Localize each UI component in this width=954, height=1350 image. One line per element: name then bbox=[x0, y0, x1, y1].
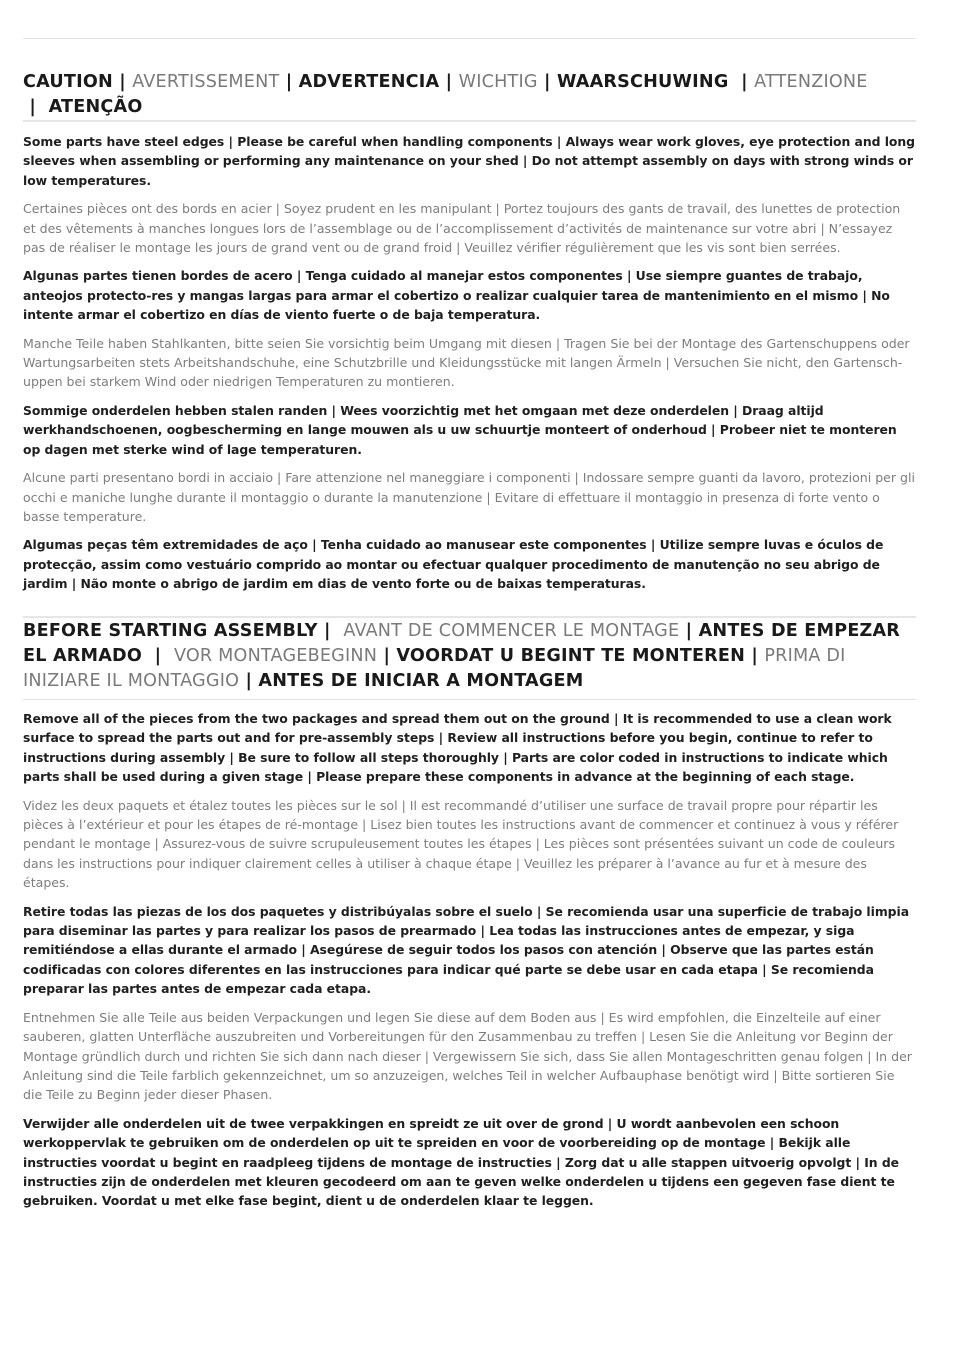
before-heading-sep: | bbox=[377, 646, 397, 666]
before-heading-6: VOR MONTAGEBEGINN bbox=[173, 646, 378, 666]
caution-heading-8: WAARSCHUWING bbox=[556, 72, 729, 92]
caution-paragraph-pt: Algumas peças têm extremidades de aço | Tenha cuidado ao manusear este componentes | Utilize sempre luvas e óculos de protecção, assim como vestuário comprido ao montar ou efectuar qualquer procedimento de manutenção no seu abrigo de jardim | Não monte o abrigo de jardim em dias de vento forte ou de baixas temperaturas. bbox=[23, 537, 884, 592]
caution-paragraph-nl: Sommige onderdelen hebben stalen randen | Wees voorzichtig met het omgaan met deze onderdelen | Draag altijd werkhandschoenen, oogbescherming en lange mouwen als u uw schuurtje monteert of onderhoud | Probeer niet te monteren op dagen met sterke wind of lage temperaturen. bbox=[23, 402, 897, 457]
caution-paragraph-fr: Certaines pièces ont des bords en acier | Soyez prudent en les manipulant | Portez toujours des gants de travail, des lunettes de protection et des vêtements à manches longues lors de l’assemblage ou de l’accomplissement d’activités de maintenance sur votre abri | N’essayez pas de réaliser le montage les jours de grand vent ou de grand froid | Veuillez vérifier régulièrement que les vis sont bien serrées. bbox=[23, 201, 901, 256]
before-heading-sep: | bbox=[142, 646, 174, 666]
before-heading-sep: | bbox=[745, 646, 765, 666]
caution-heading-12: ATENÇÃO bbox=[48, 97, 143, 117]
before-heading-12: ANTES DE INICIAR A MONTAGEM bbox=[258, 671, 584, 691]
before-heading-2: AVANT DE COMMENCER LE MONTAGE bbox=[343, 621, 680, 641]
caution-body bbox=[23, 132, 916, 603]
before-heading-4: ANTES DE EMPEZAR EL ARMADO bbox=[23, 621, 901, 666]
caution-heading-sep: | bbox=[537, 72, 557, 92]
caution-divider bbox=[23, 120, 916, 122]
before-heading-sep: | bbox=[239, 671, 259, 691]
caution-heading-sep: | bbox=[279, 72, 299, 92]
caution-heading-sep: | bbox=[439, 72, 459, 92]
caution-paragraph-it: Alcune parti presentano bordi in acciaio | Fare attenzione nel maneggiare i componenti | Indossare sempre guanti da lavoro, protezioni per gli occhi e maniche lunghe durante il montaggio o durante la manutenzione | Evitare di effettuare il montaggio in presenza di forte vento o basse temperature. bbox=[23, 470, 915, 524]
caution-heading-4: ADVERTENCIA bbox=[298, 72, 440, 92]
before-paragraph-es: Retire todas las piezas de los dos paquetes y distribúyalas sobre el suelo | Se recomienda usar una superficie de trabajo limpia para diseminar las partes y para realizar los pasos de prearmado | Lea todas las instrucciones antes de empezar, y siga remitiéndose a ellas durante el armado | Asegúrese de seguir todos los pasos con atención | Observe que las partes están codificadas con colores diferentes en las instrucciones para indicar qué parte se debe usar en cada etapa | Se recomienda preparar las partes antes de empezar cada etapa. bbox=[23, 903, 910, 997]
before-heading-10: PRIMA DI INIZIARE IL MONTAGGIO bbox=[23, 646, 846, 691]
caution-paragraph-de: Manche Teile haben Stahlkanten, bitte seien Sie vorsichtig beim Umgang mit diesen | Tragen Sie bei der Montage des Gartenschuppens oder Wartungsarbeiten stets Arbeitshandschuhe, eine Schutzbrille und Kleidungsstücke mit langen Ärmeln | Versuchen Sie nicht, den Gartensch-uppen bei starkem Wind oder niedrigen Temperaturen zu montieren. bbox=[23, 335, 910, 390]
before-heading-sep: | bbox=[679, 621, 699, 641]
caution-heading bbox=[23, 70, 916, 120]
caution-paragraph-en: Some parts have steel edges | Please be careful when handling components | Always wear work gloves, eye protection and long sleeves when assembling or performing any maintenance on your shed | Do not attempt assembly on days with strong winds or low temperatures. bbox=[23, 134, 915, 188]
caution-paragraph-es: Algunas partes tienen bordes de acero | Tenga cuidado al manejar estos componentes | Use siempre guantes de trabajo, anteojos protecto-res y mangas largas para armar el cobertizo o realizar cualquier tarea de mantenimiento en el mismo | No intente armar el cobertizo en días de viento fuerte o de baja temperatura. bbox=[23, 268, 890, 323]
caution-heading-sep: | bbox=[23, 97, 49, 117]
before-paragraph-en: Remove all of the pieces from the two packages and spread them out on the ground | It is recommended to use a clean work surface to spread the parts out and for pre-assembly steps | Review all instructions before you begin, continue to refer to instructions during assembly | Be sure to follow all steps thoroughly | Parts are color coded in instructions to indicate which parts shall be used during a given stage | Please prepare these components in advance at the beginning of each stage. bbox=[23, 711, 892, 785]
caution-heading-sep: | bbox=[112, 72, 133, 92]
before-paragraph-de: Entnehmen Sie alle Teile aus beiden Verpackungen und legen Sie diese auf dem Boden aus | Es wird empfohlen, die Einzelteile auf einer sauberen, glatten Unterfläche auszubreiten und Vorbereitungen für den Zusammenbau zu treffen | Lesen Sie die Anleitung vor Beginn der Montage gründlich durch und richten Sie sich dann nach dieser | Vergewissern Sie sich, dass Sie allen Montageschritten genau folgen | In der Anleitung sind die Teile farblich gekennzeichnet, um so anzuzeigen, welches Teil in welcher Aufbauphase benötigt wird | Bitte sortieren Sie die Teile zu Beginn jeder dieser Phasen. bbox=[23, 1009, 912, 1103]
caution-heading-6: WICHTIG bbox=[458, 72, 538, 92]
caution-heading-2: AVERTISSEMENT bbox=[132, 72, 280, 92]
before-paragraph-nl: Verwijder alle onderdelen uit de twee verpakkingen en spreidt ze uit over de grond | U wordt aanbevolen een schoon werkoppervlak te gebruiken om de onderdelen op uit te spreiden en voor de voorbereiding op de montage | Bekijk alle instructies voordat u begint en raadpleeg tijdens de montage de instructies | Zorg dat u alle stappen uitvoerig opvolgt | In de instructies zijn de onderdelen met kleuren gecodeerd om aan te geven welke onderdelen u tijdens een gegeven fase dient te gebruiken. Voordat u met elke fase begint, dient u de onderdelen klaar te leggen. bbox=[23, 1115, 900, 1209]
before-bottom-divider bbox=[23, 699, 916, 700]
before-paragraph-fr: Videz les deux paquets et étalez toutes les pièces sur le sol | Il est recommandé d’utiliser une surface de travail propre pour répartir les pièces à l’extérieur et pour les étapes de ré-montage | Lisez bien toutes les instructions avant de commencer et continuez à vous y référer pendant le montage | Assurez-vous de suivre scrupuleusement toutes les étapes | Les pièces sont présentées suivant un code de couleurs dans les instructions pour indiquer clairement celles à utiliser à chaque étape | Veuillez les préparer à l’avance au fur et à mesure des étapes. bbox=[23, 797, 899, 891]
before-heading-8: VOORDAT U BEGINT TE MONTEREN bbox=[396, 646, 746, 666]
before-heading-sep: | bbox=[317, 621, 344, 641]
before-top-divider bbox=[23, 616, 916, 618]
caution-heading-10: ATTENZIONE bbox=[754, 72, 868, 92]
before-body bbox=[23, 709, 916, 1220]
caution-heading-0: CAUTION bbox=[23, 72, 113, 92]
before-heading-0: BEFORE STARTING ASSEMBLY bbox=[23, 621, 318, 641]
top-divider bbox=[23, 38, 916, 39]
before-heading bbox=[23, 619, 916, 694]
caution-heading-sep: | bbox=[728, 72, 755, 92]
